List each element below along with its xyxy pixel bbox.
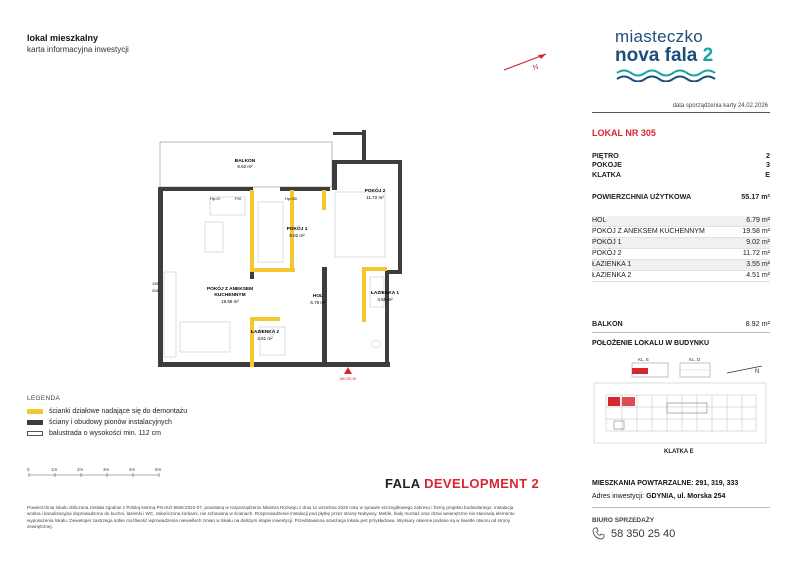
room-name: HOL bbox=[592, 217, 607, 224]
plan-area-balkon: 8.92 m² bbox=[237, 164, 253, 169]
room-list bbox=[592, 216, 770, 282]
plan-dim-206: 206 bbox=[152, 288, 159, 293]
unit-number: LOKAL NR 305 bbox=[592, 128, 656, 138]
scale-label: 5m bbox=[155, 467, 162, 472]
room-row bbox=[592, 216, 770, 227]
map-kl-e-label: KL. E bbox=[638, 357, 650, 362]
map-staircase-label: KLATKA E bbox=[664, 449, 694, 455]
plan-entrance-label: WEJŚCIE bbox=[339, 377, 357, 380]
sales-office-label: BIURO SPRZEDAŻY bbox=[592, 517, 655, 524]
rooms-count-value: 3 bbox=[766, 160, 770, 170]
date-label: data sporządzenia karty 24.02.2026 bbox=[672, 103, 768, 109]
svg-text:N: N bbox=[532, 63, 540, 72]
room-row bbox=[592, 271, 770, 282]
legend-swatch-white bbox=[27, 431, 43, 436]
developer-part1: FALA bbox=[385, 476, 425, 491]
scale-label: 3m bbox=[103, 467, 110, 472]
plan-area-laz1: 3.55 m² bbox=[377, 297, 393, 302]
investment-address bbox=[592, 493, 725, 500]
legend-item-removable bbox=[27, 408, 187, 415]
plan-fix-label: FIX bbox=[235, 196, 242, 201]
plan-label-hol: HOL bbox=[312, 294, 324, 299]
plan-hp30-label: Hp=30 bbox=[285, 196, 297, 201]
entrance-icon bbox=[344, 367, 352, 374]
logo-number: 2 bbox=[702, 45, 714, 66]
plan-area-salon: 19.58 m² bbox=[221, 299, 239, 304]
address-label: Adres inwestycji: bbox=[592, 493, 647, 500]
header-divider bbox=[592, 112, 770, 113]
plan-label-laz1: ŁAZIENKA 1 bbox=[370, 291, 400, 296]
usable-area bbox=[592, 192, 770, 201]
map-north-label: N bbox=[755, 369, 760, 375]
plan-label-pokoj2: POKÓJ 2 bbox=[364, 189, 386, 194]
balcony-row bbox=[592, 319, 770, 328]
scale-label: 0 bbox=[27, 467, 30, 472]
repeated-units: MIESZKANIA POWTARZALNE: 291, 319, 333 bbox=[592, 480, 739, 487]
legend-label: balustrada o wysokości min. 112 cm bbox=[49, 430, 161, 437]
plan-dim-135: 135 bbox=[152, 281, 159, 286]
brand-logo bbox=[615, 28, 765, 87]
disclaimer-text: Powierzchnia lokalu obliczona została zgodnie z Polską Normą PN-ISO 9836:2022-07, powołaną w rozporządzeniu Ministra Rozwoju z dnia 11 września 2020 roku w sprawie szczegółowego zakresu i formy projektu budowlanego. Instalacja wodna i kanalizacyjna doprowadzona do kuchni, łazienki i WC, zakończona korkami, nie schowana w ścianach. Rozprowadzenie instalacji pod płytkę przez stronę Nabywcy. Meble, biały montaż oraz drzwi wewnętrzne nie stanowią elementu wyposażenia lokalu. Deweloper zastrzega sobie możliwość wprowadzenia niewielkich zmian w lokalu na dalszym etapie inwestycji. Przedstawiona aranżacja lokalu jest przykładowa. Wymiary okienne podane są w świetle otworu od strony zewnętrznej. bbox=[27, 505, 515, 530]
plan-label-pokoj1: POKÓJ 1 bbox=[286, 227, 308, 232]
scale-graphic bbox=[27, 466, 172, 482]
logo-line2 bbox=[615, 46, 765, 66]
unit-summary bbox=[592, 151, 770, 179]
balcony-divider bbox=[592, 332, 770, 333]
plan-area-pokoj2: 11.72 m² bbox=[366, 195, 384, 200]
legend-item-railing bbox=[27, 430, 161, 437]
plan-label-salon-2: KUCHENNYM bbox=[214, 293, 246, 298]
legend-swatch-dark bbox=[27, 420, 43, 425]
legend-title: LEGENDA bbox=[27, 395, 61, 402]
floor-plan bbox=[150, 122, 420, 380]
document-subtitle: karta informacyjna inwestycji bbox=[27, 45, 129, 54]
legend-item-structural bbox=[27, 419, 172, 426]
room-name: POKÓJ 1 bbox=[592, 239, 622, 246]
balcony-label: BALKON bbox=[592, 319, 623, 328]
staircase-label: KLATKA bbox=[592, 169, 622, 179]
legend-swatch-yellow bbox=[27, 409, 43, 414]
plan-area-hol: 6.79 m² bbox=[310, 300, 326, 305]
usable-area-row bbox=[592, 192, 770, 201]
room-area: 19.58 m² bbox=[742, 228, 770, 235]
balcony-value: 8.92 m² bbox=[745, 319, 770, 328]
plan-hp0-label: Hp=0 bbox=[210, 196, 220, 201]
waves-icon bbox=[615, 68, 725, 82]
room-name: ŁAZIENKA 2 bbox=[592, 272, 632, 279]
floor-value: 2 bbox=[766, 151, 770, 160]
balcony-area bbox=[592, 319, 770, 328]
rooms-count-row bbox=[592, 160, 770, 169]
room-area: 4.51 m² bbox=[746, 272, 770, 279]
document-title: lokal mieszkalny bbox=[27, 33, 99, 43]
scale-label: 2m bbox=[77, 467, 84, 472]
floor-label: PIĘTRO bbox=[592, 151, 619, 160]
room-area: 3.55 m² bbox=[746, 261, 770, 268]
phone-number[interactable]: 58 350 25 40 bbox=[611, 527, 676, 540]
plan-label-salon-1: POKÓJ Z ANEKSEM bbox=[206, 287, 254, 292]
developer-logo bbox=[385, 476, 539, 491]
room-area: 6.79 m² bbox=[746, 217, 770, 224]
scale-label: 1m bbox=[51, 467, 58, 472]
room-area: 9.02 m² bbox=[746, 239, 770, 246]
developer-part2: DEVELOPMENT 2 bbox=[424, 476, 540, 491]
scale-label: 4m bbox=[129, 467, 136, 472]
room-row bbox=[592, 227, 770, 238]
address-value: GDYNIA, ul. Morska 254 bbox=[646, 493, 726, 500]
floor-row bbox=[592, 151, 770, 160]
room-row bbox=[592, 260, 770, 271]
north-arrow-icon bbox=[500, 50, 552, 74]
plan-label-laz2: ŁAZIENKA 2 bbox=[250, 330, 280, 335]
staircase-value: E bbox=[765, 169, 770, 179]
room-name: POKÓJ 2 bbox=[592, 250, 622, 257]
usable-area-label: POWIERZCHNIA UŻYTKOWA bbox=[592, 192, 692, 201]
location-title: POŁOŻENIE LOKALU W BUDYNKU bbox=[592, 340, 710, 347]
usable-area-value: 55.17 m² bbox=[741, 192, 770, 201]
structural-walls bbox=[158, 130, 402, 367]
map-kl-d-label: KL. D bbox=[689, 357, 701, 362]
legend-label: ściany i obudowy pionów instalacyjnych bbox=[49, 419, 172, 426]
legend-label: ścianki działowe nadające się do demontażu bbox=[49, 408, 188, 415]
building-location-map bbox=[592, 355, 772, 460]
logo-line1: miasteczko bbox=[615, 27, 704, 46]
plan-area-pokoj1: 9.02 m² bbox=[289, 233, 305, 238]
staircase-row bbox=[592, 170, 770, 179]
room-name: ŁAZIENKA 1 bbox=[592, 261, 632, 268]
room-name: POKÓJ Z ANEKSEM KUCHENNYM bbox=[592, 228, 705, 235]
room-row bbox=[592, 249, 770, 260]
footer-divider bbox=[592, 507, 770, 508]
room-row bbox=[592, 238, 770, 249]
plan-area-laz2: 4.51 m² bbox=[257, 336, 273, 341]
plan-label-balkon: BALKON bbox=[234, 159, 256, 164]
phone-block bbox=[592, 527, 675, 540]
phone-icon bbox=[592, 527, 605, 540]
scale-bar bbox=[27, 466, 172, 487]
rooms-count-label: POKOJE bbox=[592, 160, 622, 170]
logo-line2-text: nova fala bbox=[615, 45, 698, 66]
room-area: 11.72 m² bbox=[742, 250, 770, 257]
